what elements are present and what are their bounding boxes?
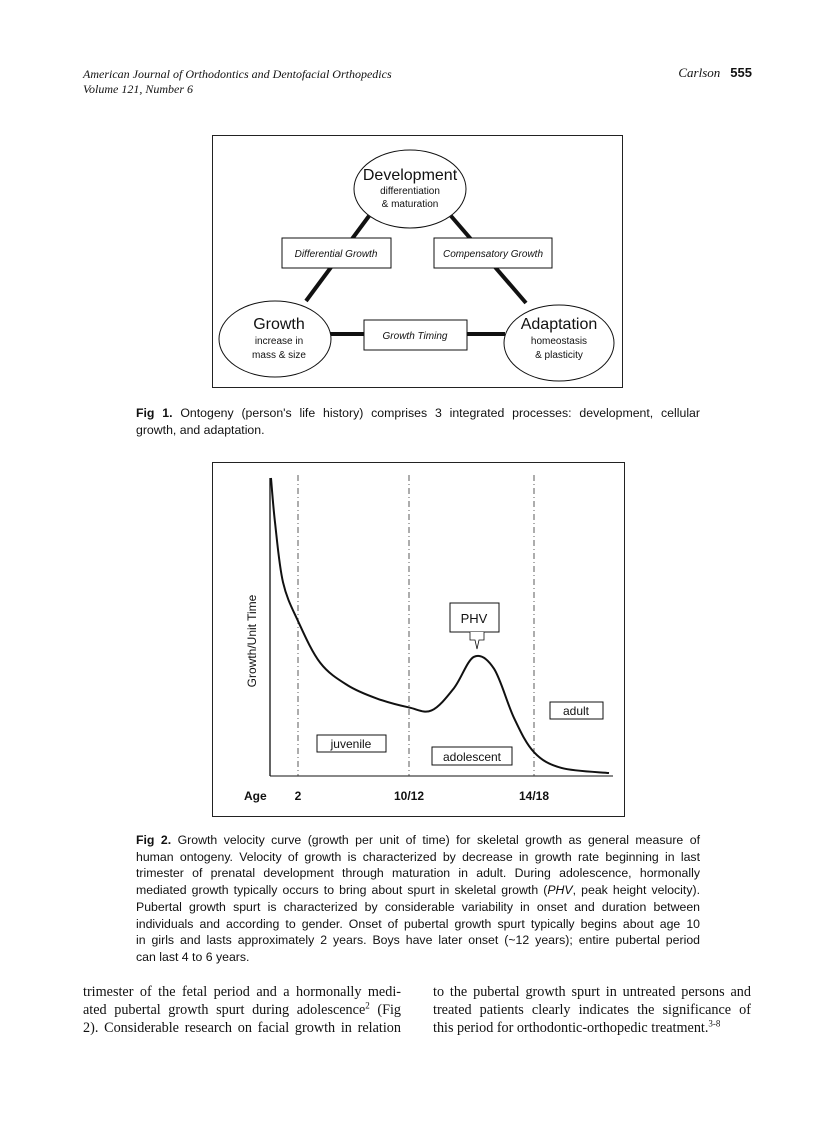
author-name: Carlson: [678, 65, 721, 80]
development-title: Development: [362, 167, 458, 184]
development-line2: & maturation: [381, 199, 439, 210]
body-line: trimester of the fetal period and a hormonally medi-: [83, 984, 401, 1000]
down-arrow-icon: [465, 632, 489, 649]
figure-2-chart: [212, 462, 625, 817]
growth-timing-label: Growth Timing: [382, 331, 448, 342]
figure-1-diagram: [212, 135, 623, 388]
figure-2-caption: [136, 832, 700, 966]
figure-1-caption: [136, 405, 700, 438]
differential-growth-label: Differential Growth: [294, 249, 378, 260]
adaptation-line2: & plasticity: [535, 350, 583, 361]
caption-label: Fig 2.: [136, 833, 172, 847]
adaptation-line1: homeostasis: [530, 336, 588, 347]
citation[interactable]: 2: [365, 1000, 370, 1011]
caption-label: Fig 1.: [136, 406, 173, 420]
running-header-volume: Volume 121, Number 6: [83, 82, 193, 96]
caption-line: individuals and according to gender. Onset of pubertal growth spurt typically begins about age 10: [136, 916, 700, 931]
caption-line: growth, and adaptation.: [136, 422, 265, 437]
caption-line: human ontogeny. Velocity of growth is characterized by decrease in growth rate beginning in last: [136, 849, 700, 864]
adolescent-label: adolescent: [442, 750, 502, 764]
y-axis-label: Growth/Unit Time: [245, 594, 259, 688]
body-line-tail: (Fig: [369, 1001, 401, 1018]
x-tick-label: 10/12: [393, 789, 425, 803]
phv-label: PHV: [460, 611, 488, 626]
development-line1: differentiation: [380, 186, 440, 197]
juvenile-label: juvenile: [330, 737, 372, 751]
citation[interactable]: 3-8: [708, 1017, 721, 1028]
caption-line: Growth velocity curve (growth per unit of time) for skeletal growth as general measure of: [171, 833, 700, 847]
adaptation-title: Adaptation: [520, 316, 598, 333]
running-header-journal: American Journal of Orthodontics and Dentofacial Orthopedics: [83, 67, 392, 81]
caption-phv: PHV: [547, 883, 573, 898]
growth-title: Growth: [253, 316, 305, 333]
growth-line2: mass & size: [252, 350, 306, 361]
body-column-right: [433, 984, 751, 1037]
caption-line: mediated growth typically occurs to bring about spurt in skeletal growth (: [136, 883, 548, 898]
adult-label: adult: [562, 704, 590, 718]
body-line: treated patients clearly indicates the significance of: [433, 1001, 751, 1018]
body-line: 2). Considerable research on facial growth in relation: [83, 1019, 401, 1036]
x-tick-label: 14/18: [518, 789, 550, 803]
compensatory-growth-label: Compensatory Growth: [442, 249, 544, 260]
x-tick-label: 2: [294, 789, 302, 803]
body-line: to the pubertal growth spurt in untreated persons and: [433, 984, 751, 1000]
x-axis-label: Age: [244, 789, 267, 803]
growth-line1: increase in: [254, 336, 304, 347]
caption-line: Ontogeny (person's life history) comprises 3 integrated processes: development, cellular: [172, 406, 700, 420]
caption-line: Pubertal growth spurt is characterized by considerable variability in onset and duration between: [136, 899, 700, 914]
running-header-right: [678, 65, 752, 81]
caption-line: trimester of prenatal development through maturation in adult. During adolescence, hormonally: [136, 866, 700, 881]
body-line: this period for orthodontic-orthopedic treatment.: [433, 1019, 709, 1036]
growth-velocity-curve: [271, 478, 609, 773]
caption-line: in girls and lasts approximately 2 years. Boys have later onset (~12 years); entire pubertal period: [136, 933, 700, 948]
phv-callout: [450, 603, 499, 649]
page-number: 555: [730, 65, 752, 80]
caption-line: can last 4 to 6 years.: [136, 949, 250, 964]
body-column-left: [83, 984, 401, 1037]
caption-line-tail: , peak height velocity).: [572, 883, 700, 898]
body-line: ated pubertal growth spurt during adolescence: [83, 1001, 366, 1018]
